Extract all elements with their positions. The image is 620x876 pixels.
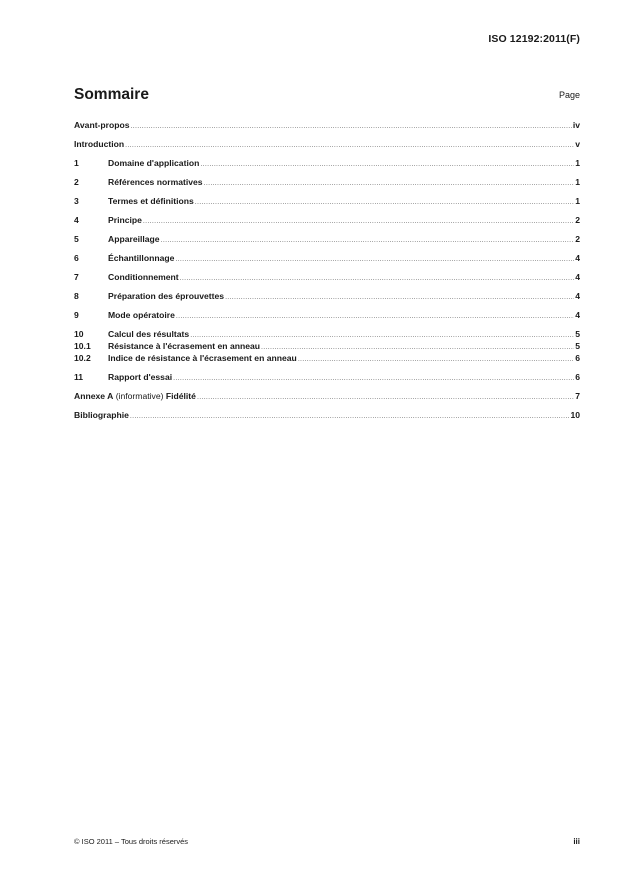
- toc-entry-number: 7: [74, 272, 79, 282]
- toc-entry-number: 10.1: [74, 341, 91, 351]
- dot-leader: [173, 373, 574, 384]
- toc-entry-foreword[interactable]: [74, 120, 580, 132]
- toc-entry-5[interactable]: [74, 234, 580, 246]
- toc-entry-10[interactable]: [74, 329, 580, 341]
- dot-leader: [298, 354, 574, 365]
- annex-title: Fidélité: [165, 391, 196, 401]
- toc-entry-page: 10: [570, 410, 580, 420]
- toc-entry-text: Calcul des résultats: [108, 329, 190, 339]
- toc-entry-number: 2: [74, 177, 79, 187]
- toc-entry-text: Bibliographie: [74, 410, 129, 420]
- toc-entry-text: [74, 391, 196, 402]
- toc-entry-text: Résistance à l'écrasement en anneau: [108, 341, 261, 351]
- toc-entry-number: 1: [74, 158, 79, 168]
- toc-entry-page: 1: [575, 158, 580, 168]
- toc-entry-7[interactable]: [74, 272, 580, 284]
- toc-entry-6[interactable]: [74, 253, 580, 265]
- toc-entry-page: iv: [572, 120, 580, 130]
- dot-leader: [195, 197, 574, 208]
- toc-entry-page: 5: [575, 329, 580, 339]
- dot-leader: [261, 342, 574, 353]
- toc-entry-1[interactable]: [74, 158, 580, 170]
- dot-leader: [180, 273, 575, 284]
- copyright-notice: © ISO 2011 – Tous droits réservés: [74, 837, 189, 846]
- annex-type: (informative): [113, 391, 166, 401]
- toc-entry-3[interactable]: [74, 196, 580, 208]
- toc-entry-text: Termes et définitions: [108, 196, 194, 206]
- toc-entry-4[interactable]: [74, 215, 580, 227]
- toc-entry-number: 11: [74, 372, 84, 382]
- toc-entry-text: Mode opératoire: [108, 310, 175, 320]
- dot-leader: [175, 254, 574, 265]
- toc-entry-page: 1: [575, 196, 580, 206]
- toc-entry-number: 10: [74, 329, 84, 339]
- toc-entry-text: Rapport d'essai: [108, 372, 173, 382]
- toc-entry-page: 7: [575, 391, 580, 401]
- page-number: iii: [573, 837, 580, 846]
- toc-entry-text: Appareillage: [108, 234, 160, 244]
- toc-entry-9[interactable]: [74, 310, 580, 322]
- toc-entry-page: 5: [575, 341, 580, 351]
- dot-leader: [197, 392, 574, 403]
- toc-entry-page: 6: [575, 372, 580, 382]
- dot-leader: [190, 330, 574, 341]
- toc-entry-text: Échantillonnage: [108, 253, 175, 263]
- toc-entry-number: 5: [74, 234, 79, 244]
- toc-entry-number: 9: [74, 310, 79, 320]
- toc-entry-number: 10.2: [74, 353, 91, 363]
- toc-entry-11[interactable]: [74, 372, 580, 384]
- dot-leader: [161, 235, 575, 246]
- toc-entry-8[interactable]: [74, 291, 580, 303]
- toc-entry-10-1[interactable]: [74, 341, 580, 353]
- document-code: ISO 12192:2011(F): [488, 33, 580, 45]
- toc-entry-bibliography[interactable]: [74, 410, 580, 422]
- toc-entry-text: Avant-propos: [74, 120, 130, 130]
- toc-entry-page: 4: [575, 272, 580, 282]
- dot-leader: [200, 159, 574, 170]
- dot-leader: [130, 411, 570, 422]
- table-of-contents: [74, 120, 580, 422]
- dot-leader: [204, 178, 575, 189]
- toc-entry-page: 1: [575, 177, 580, 187]
- dot-leader: [143, 216, 574, 227]
- toc-entry-number: 3: [74, 196, 79, 206]
- dot-leader: [125, 140, 574, 151]
- toc-entry-text: Références normatives: [108, 177, 203, 187]
- toc-entry-introduction[interactable]: [74, 139, 580, 151]
- annex-label: Annexe A: [74, 391, 114, 401]
- toc-entry-number: 6: [74, 253, 79, 263]
- toc-entry-text: Conditionnement: [108, 272, 179, 282]
- toc-title: Sommaire: [74, 86, 149, 103]
- toc-entry-2[interactable]: [74, 177, 580, 189]
- page-column-label: Page: [558, 90, 580, 100]
- toc-entry-number: 8: [74, 291, 79, 301]
- dot-leader: [176, 311, 574, 322]
- toc-entry-page: 4: [575, 253, 580, 263]
- dot-leader: [131, 121, 572, 132]
- toc-entry-text: Introduction: [74, 139, 125, 149]
- toc-entry-page: 6: [575, 353, 580, 363]
- toc-entry-page: 4: [575, 310, 580, 320]
- toc-entry-10-2[interactable]: [74, 353, 580, 365]
- toc-entry-text: Domaine d'application: [108, 158, 200, 168]
- toc-entry-page: v: [575, 139, 580, 149]
- dot-leader: [225, 292, 574, 303]
- toc-entry-text: Principe: [108, 215, 142, 225]
- toc-entry-text: Préparation des éprouvettes: [108, 291, 225, 301]
- toc-entry-number: 4: [74, 215, 79, 225]
- toc-entry-annex-a[interactable]: [74, 391, 580, 403]
- toc-entry-page: 4: [575, 291, 580, 301]
- toc-entry-page: 2: [575, 215, 580, 225]
- toc-entry-text: Indice de résistance à l'écrasement en anneau: [108, 353, 297, 363]
- toc-entry-page: 2: [575, 234, 580, 244]
